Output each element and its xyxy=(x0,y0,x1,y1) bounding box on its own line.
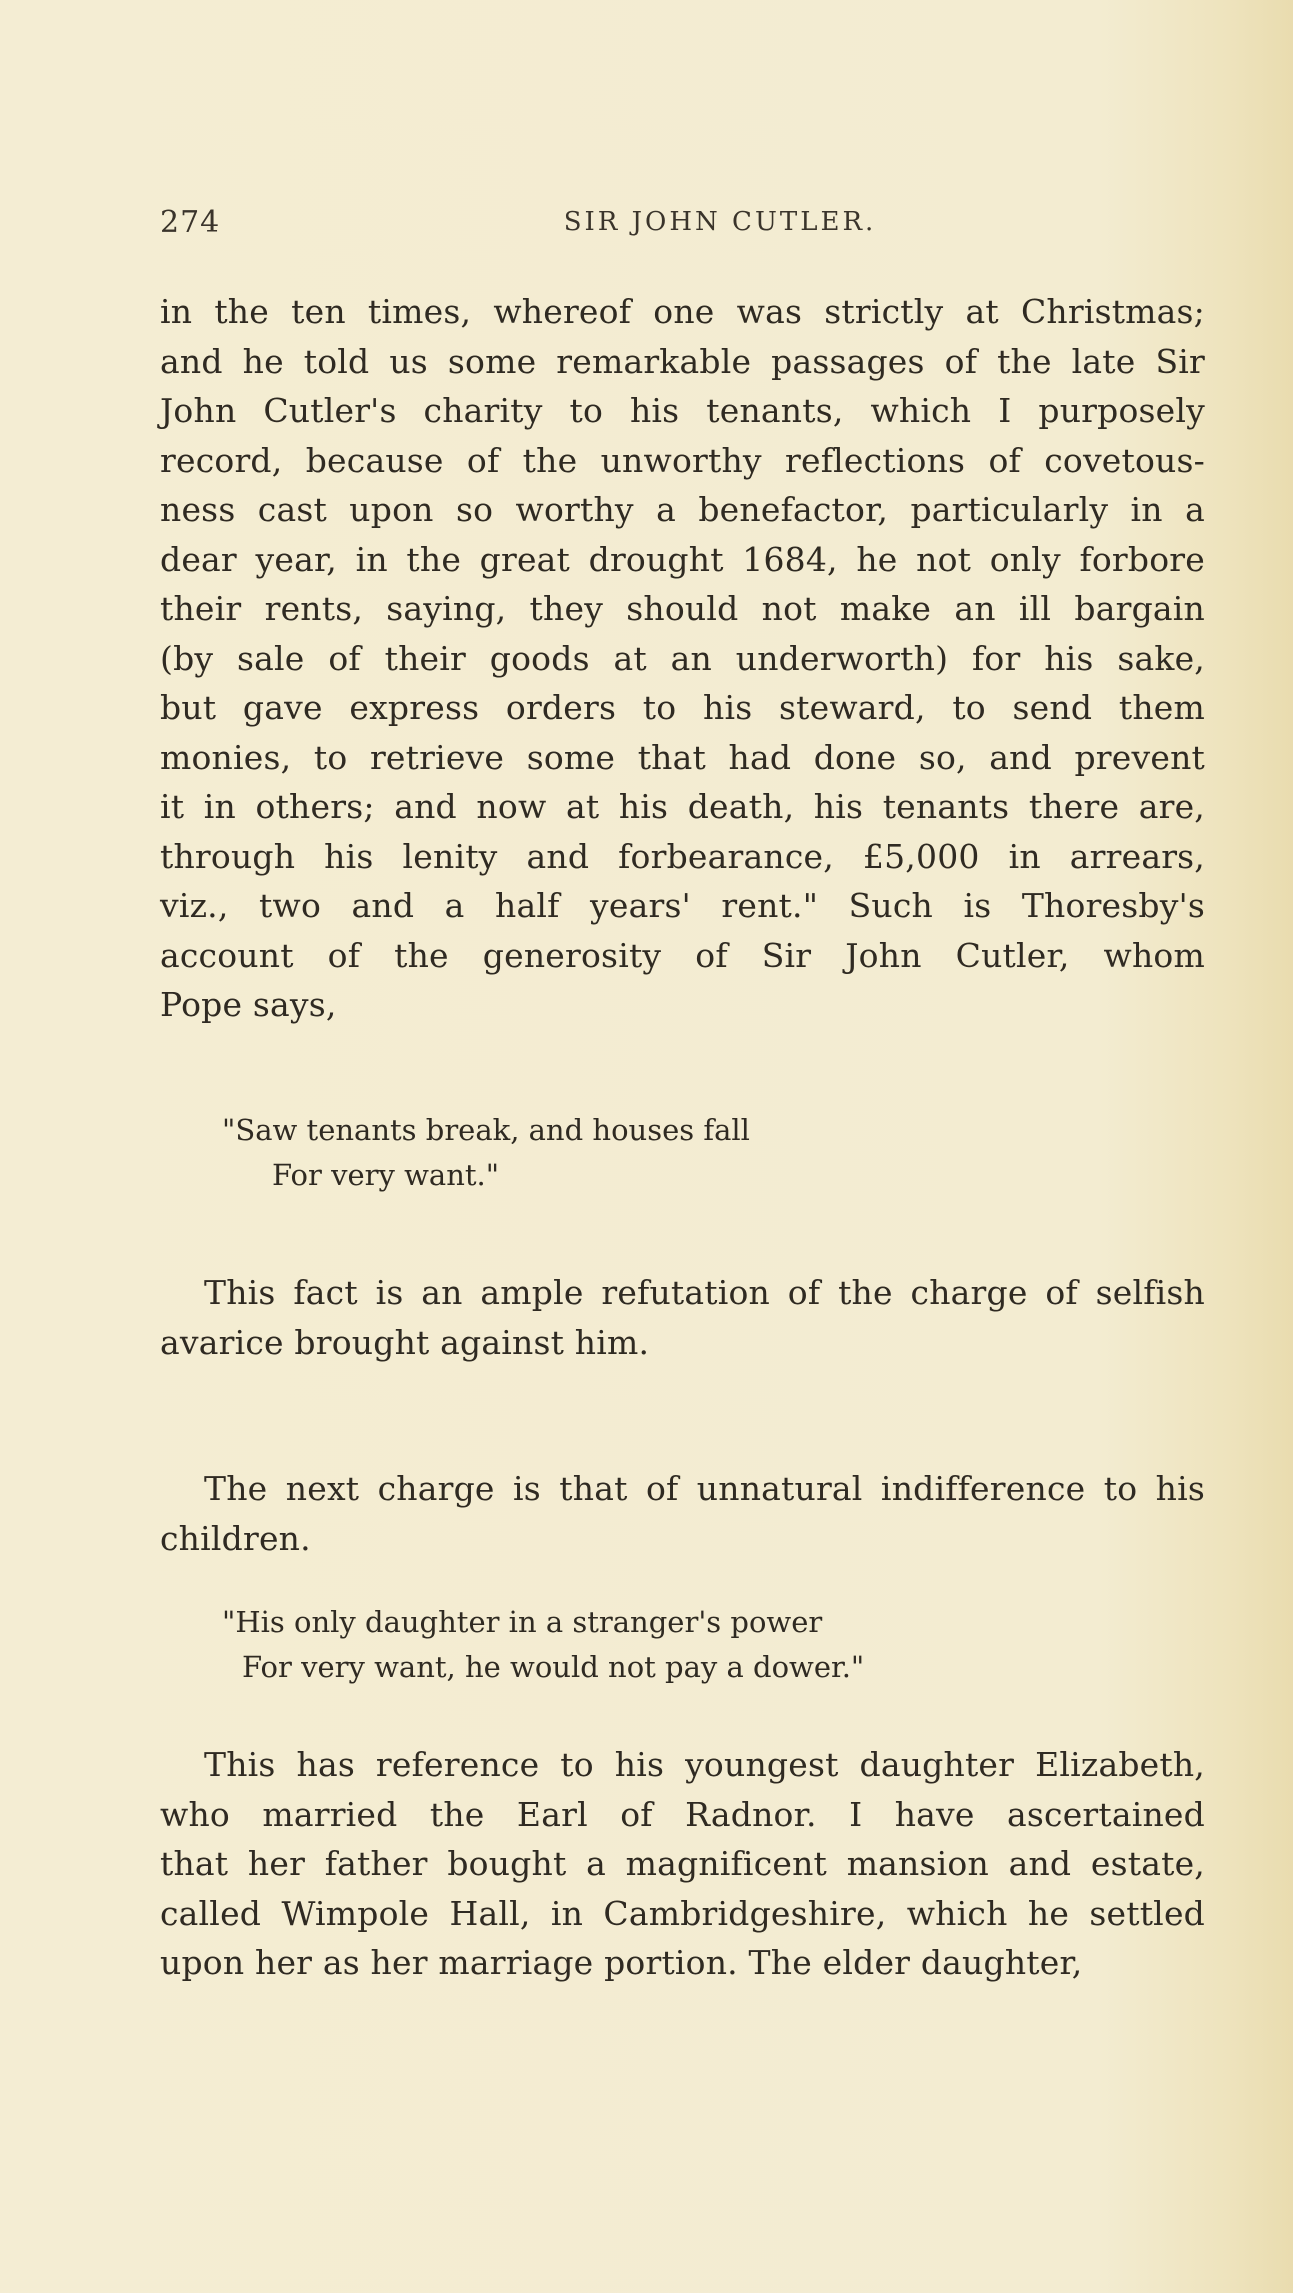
text-line: children. xyxy=(160,1518,311,1558)
text-line: who married the Earl of Radnor. I have ascertained xyxy=(160,1794,1205,1834)
text-line: that her father bought a magnificent mansion and estate, xyxy=(160,1844,1205,1883)
running-title: SIR JOHN CUTLER. xyxy=(563,207,877,237)
text-line: dear year, in the great drought 1684, he not only forbore xyxy=(160,539,1205,579)
paragraph-2 xyxy=(160,1268,1205,1367)
text-line: through his lenity and forbearance, £5,000 in arrears, xyxy=(160,836,1205,876)
text-line: record, because of the unworthy reflections of covetous- xyxy=(160,440,1205,480)
text-line: This fact is an ample refutation of the charge of selfish xyxy=(204,1273,1205,1312)
text-line: monies, to retrieve some that had done so, and prevent xyxy=(160,737,1205,777)
text-line: John Cutler's charity to his tenants, which I purposely xyxy=(160,391,1205,430)
verse-quotation-2 xyxy=(222,1600,864,1690)
text-line: in the ten times, whereof one was strictly at Christmas; xyxy=(160,292,1205,331)
text-line: viz., two and a half years' rent." Such is Thoresby's xyxy=(160,886,1205,925)
text-line: (by sale of their goods at an underworth) for his sake, xyxy=(160,638,1205,678)
text-line: and he told us some remarkable passages of the late Sir xyxy=(160,341,1205,381)
paragraph-4 xyxy=(160,1740,1205,1988)
verse-quotation-1 xyxy=(222,1108,750,1198)
paragraph-3 xyxy=(160,1464,1205,1563)
paragraph-1 xyxy=(160,287,1205,1030)
text-line: ness cast upon so worthy a benefactor, particularly in a xyxy=(160,490,1205,529)
verse-line: "Saw tenants break, and houses fall xyxy=(222,1113,750,1147)
page-number: 274 xyxy=(160,205,221,240)
text-line: This has reference to his youngest daughter Elizabeth, xyxy=(204,1745,1205,1784)
text-line: account of the generosity of Sir John Cutler, whom xyxy=(160,935,1205,975)
text-line: called Wimpole Hall, in Cambridgeshire, which he settled xyxy=(160,1893,1205,1933)
text-line: but gave express orders to his steward, to send them xyxy=(160,688,1205,727)
verse-line: For very want, he would not pay a dower." xyxy=(242,1650,865,1684)
verse-line: For very want." xyxy=(272,1158,500,1192)
verse-line: "His only daughter in a stranger's power xyxy=(222,1605,823,1639)
text-line: The next charge is that of unnatural indifference to his xyxy=(204,1469,1205,1508)
text-line: Pope says, xyxy=(160,985,337,1024)
text-line: upon her as her marriage portion. The elder daughter, xyxy=(160,1943,1083,1982)
text-line: their rents, saying, they should not make an ill bargain xyxy=(160,589,1205,628)
text-line: it in others; and now at his death, his tenants there are, xyxy=(160,787,1205,826)
page-header xyxy=(160,205,1160,255)
text-line: avarice brought against him. xyxy=(160,1322,650,1362)
